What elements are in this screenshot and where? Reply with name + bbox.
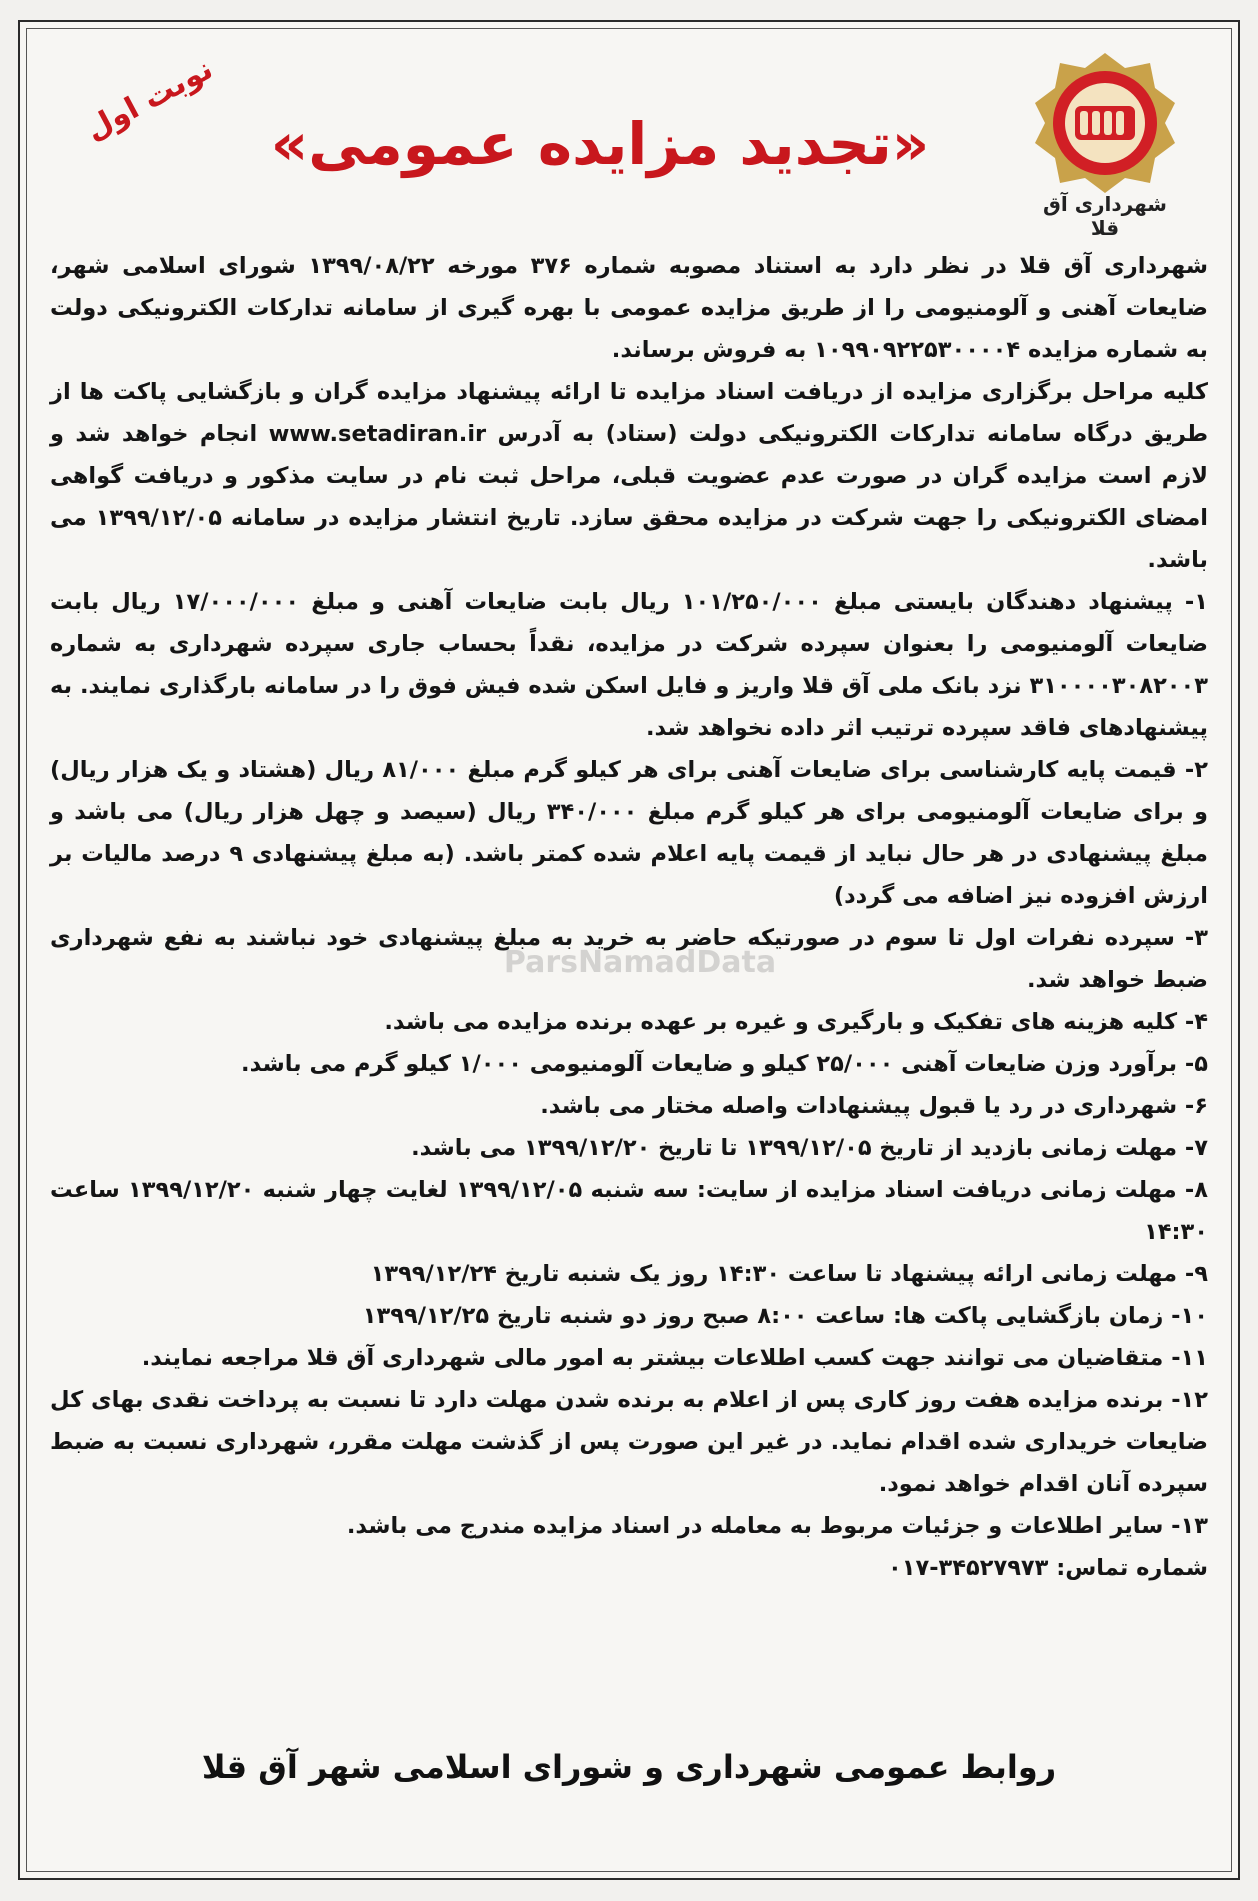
notice-body xyxy=(50,245,1208,1589)
footer-signature: روابط عمومی شهرداری و شورای اسلامی شهر آق قلا xyxy=(201,1748,1057,1786)
logo-caption: شهرداری آق قلا xyxy=(1043,192,1167,240)
clause-11: ۱۱- متقاضیان می توانند جهت کسب اطلاعات بیشتر به امور مالی شهرداری آق قلا مراجعه نمایند. xyxy=(141,1345,1208,1371)
contact-phone: شماره تماس: ۳۴۵۲۷۹۷۳-۰۱۷ xyxy=(887,1555,1208,1581)
clause-8: ۸- مهلت زمانی دریافت اسناد مزایده از سایت: سه شنبه ۱۳۹۹/۱۲/۰۵ لغایت چهار شنبه ۱۳۹۹/۱۲/۲۰ ساعت ۱۴:۳۰ xyxy=(50,1177,1208,1245)
clause-13: ۱۳- سایر اطلاعات و جزئیات مربوط به معامله در اسناد مزایده مندرج می باشد. xyxy=(346,1513,1208,1539)
turn-badge: نوبت اول xyxy=(79,51,219,148)
intro-paragraph: شهرداری آق قلا در نظر دارد به استناد مصوبه شماره ۳۷۶ مورخه ۱۳۹۹/۰۸/۲۲ شورای اسلامی شهر، ضایعات آهنی و آلومنیومی را از طریق مزایده عمومی با بهره گیری از سامانه تدارکات الکترونیکی دولت به شماره مزایده ۱۰۹۹۰۹۲۲۵۳۰۰۰۰۴ به فروش برساند. xyxy=(50,253,1208,363)
clause-1: ۱- پیشنهاد دهندگان بایستی مبلغ ۱۰۱/۲۵۰/۰۰۰ ریال بابت ضایعات آهنی و مبلغ ۱۷/۰۰۰/۰۰۰ ریال بابت ضایعات آلومنیومی را بعنوان سپرده شرکت در مزایده، نقداً بحساب جاری سپرده شهرداری به شماره ۳۱۰۰۰۰۳۰۸۲۰۰۳ نزد بانک ملی آق قلا واریز و فایل اسکن شده فیش فوق را در سامانه بارگذاری نمایند. به پیشنهادهای فاقد سپرده ترتیب اثر داده نخواهد شد. xyxy=(50,589,1209,741)
municipality-logo-icon xyxy=(1030,38,1180,208)
watermark: ParsNamadData xyxy=(503,945,777,980)
clause-5: ۵- برآورد وزن ضایعات آهنی ۲۵/۰۰۰ کیلو و ضایعات آلومنیومی ۱/۰۰۰ کیلو گرم می باشد. xyxy=(241,1051,1208,1077)
clause-4: ۴- کلیه هزینه های تفکیک و بارگیری و غیره بر عهده برنده مزایده می باشد. xyxy=(384,1009,1208,1035)
clause-3: ۳- سپرده نفرات اول تا سوم در صورتیکه حاضر به خرید به مبلغ پیشنهادی خود نباشند به نفع شهرداری ضبط خواهد شد. xyxy=(50,925,1208,993)
clause-7: ۷- مهلت زمانی بازدید از تاریخ ۱۳۹۹/۱۲/۰۵ تا تاریخ ۱۳۹۹/۱۲/۲۰ می باشد. xyxy=(411,1135,1208,1161)
clause-9: ۹- مهلت زمانی ارائه پیشنهاد تا ساعت ۱۴:۳۰ روز یک شنبه تاریخ ۱۳۹۹/۱۲/۲۴ xyxy=(370,1261,1208,1287)
clause-6: ۶- شهرداری در رد یا قبول پیشنهادات واصله مختار می باشد. xyxy=(540,1093,1208,1119)
procedure-paragraph: کلیه مراحل برگزاری مزایده از دریافت اسناد مزایده تا ارائه پیشنهاد مزایده گران و بازگشایی پاکت ها از طریق درگاه سامانه تدارکات الکترونیکی دولت (ستاد) به آدرس www.setadiran.ir انجام خواهد شد و لازم است مزایده گران در صورت عدم عضویت قبلی، مراحل ثبت نام در سایت مذکور و دریافت گواهی امضای الکترونیکی را جهت شرکت در مزایده محقق سازد. تاریخ انتشار مزایده در سامانه ۱۳۹۹/۱۲/۰۵ می باشد. xyxy=(50,379,1209,573)
clause-12: ۱۲- برنده مزایده هفت روز کاری پس از اعلام به برنده شدن مهلت دارد تا نسبت به پرداخت نقدی بهای کل ضایعات خریداری شده اقدام نماید. در غیر این صورت پس از گذشت مهلت مقرر، شهرداری نسبت به ضبط سپرده آنان اقدام خواهد نمود. xyxy=(50,1387,1208,1497)
notice-title: «تجدید مزایده عمومی» xyxy=(270,110,930,178)
notice-header xyxy=(30,20,1190,240)
clause-10: ۱۰- زمان بازگشایی پاکت ها: ساعت ۸:۰۰ صبح روز دو شنبه تاریخ ۱۳۹۹/۱۲/۲۵ xyxy=(362,1303,1208,1329)
clause-2: ۲- قیمت پایه کارشناسی برای ضایعات آهنی برای هر کیلو گرم مبلغ ۸۱/۰۰۰ ریال (هشتاد و یک هزار ریال) و برای ضایعات آلومنیومی برای هر کیلو گرم مبلغ ۳۴۰/۰۰۰ ریال (سیصد و چهل هزار ریال) می باشد و مبلغ پیشنهادی در هر حال نباید از قیمت پایه اعلام شده کمتر باشد. (به مبلغ پیشنهادی ۹ درصد مالیات بر ارزش افزوده نیز اضافه می گردد) xyxy=(50,757,1208,909)
